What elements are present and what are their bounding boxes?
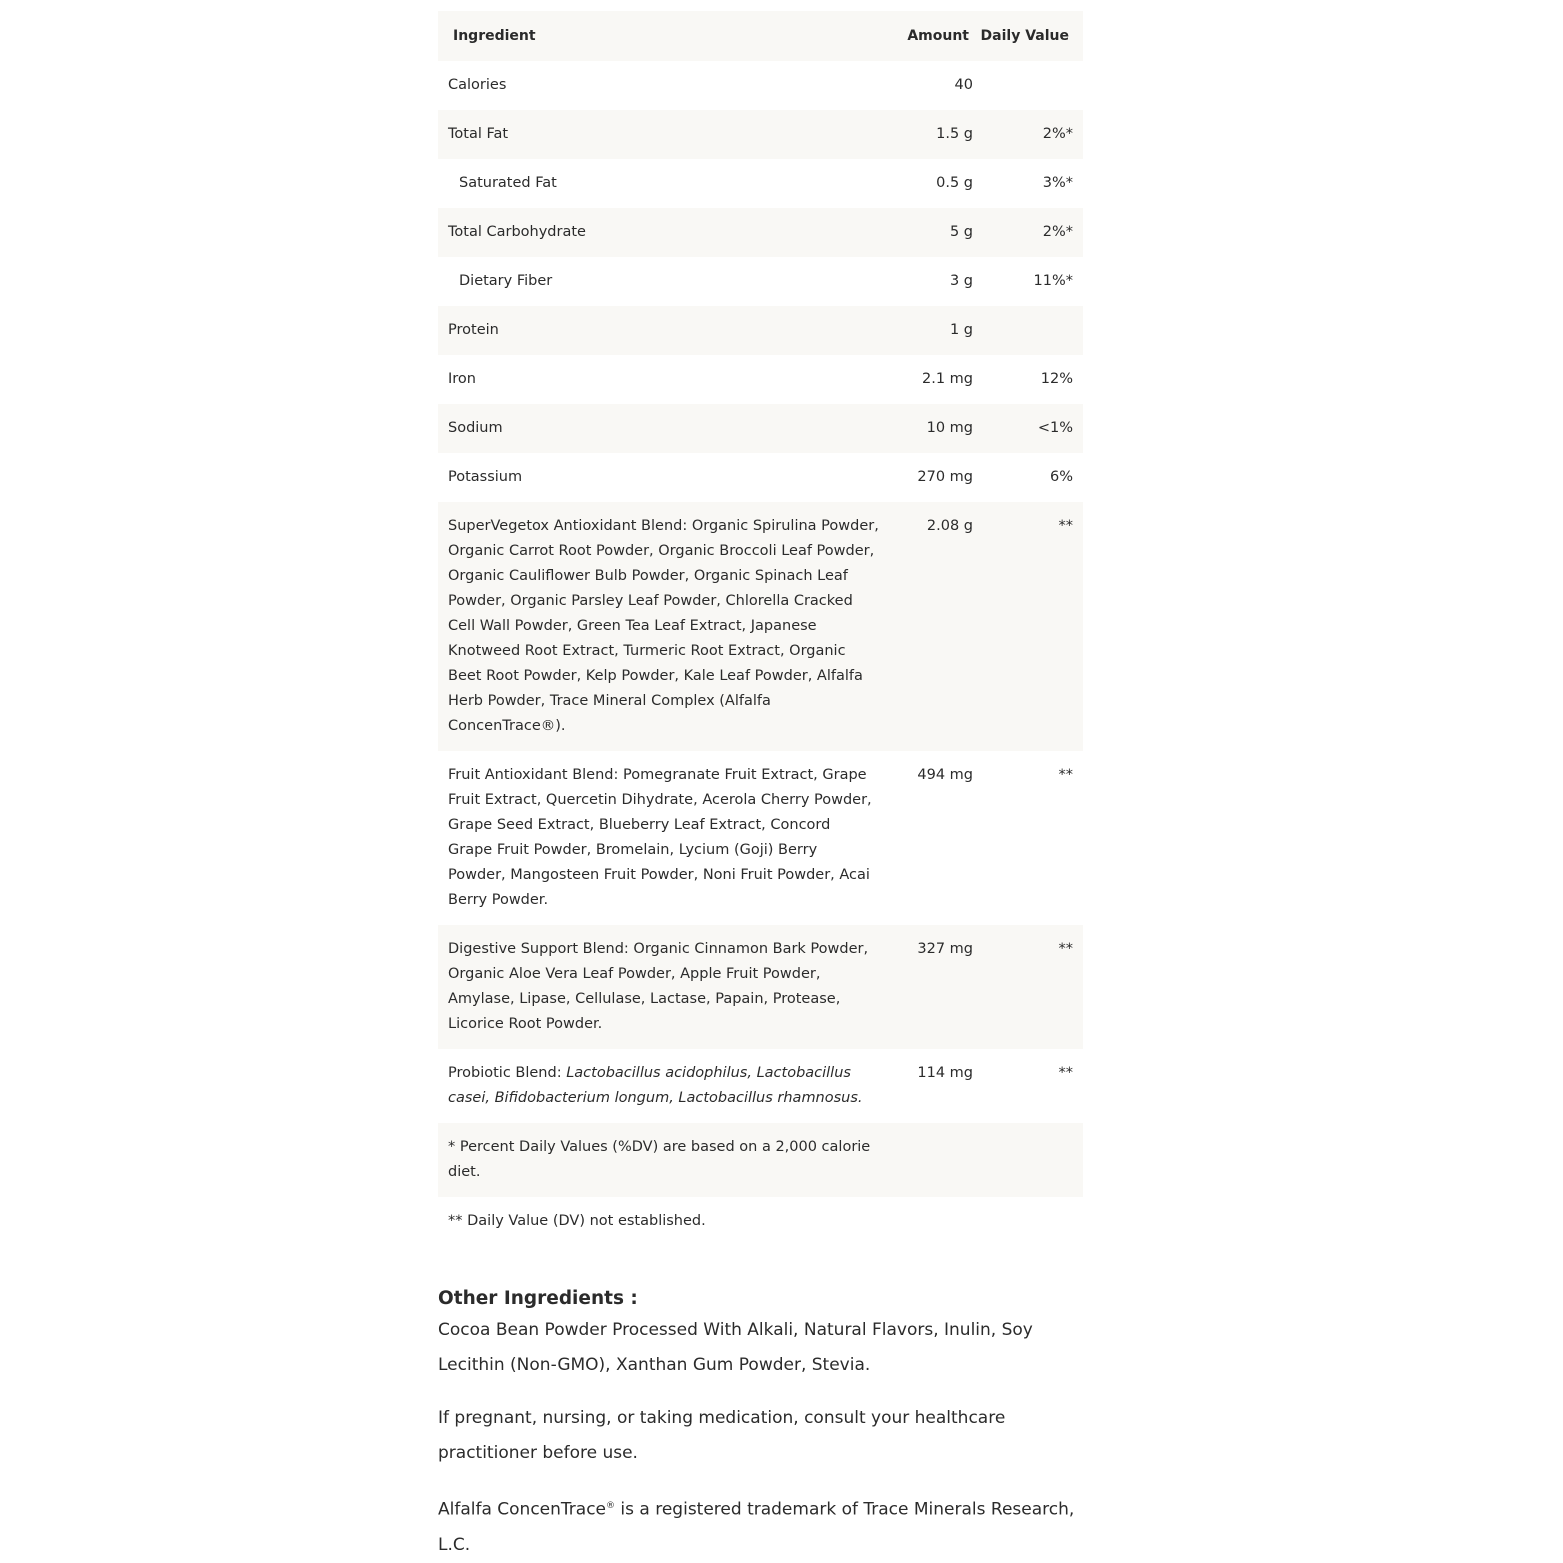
row-name: Iron: [448, 371, 476, 387]
warning-text: If pregnant, nursing, or taking medication, consult your healthcare practitioner before use.: [438, 1408, 1006, 1463]
footnote-percent-dv: * Percent Daily Values (%DV) are based on a 2,000 calorie diet.: [438, 1123, 885, 1197]
row-amount: 3 g: [949, 273, 973, 289]
footnote-row-percent-dv: [438, 1123, 1083, 1197]
row-name: SuperVegetox Antioxidant Blend: Organic Spirulina Powder, Organic Carrot Root Powder, Organic Broccoli Leaf Powder, Organic Cauliflower Bulb Powder, Organic Spinach Leaf Powder, Organic Parsley Leaf Powder, Chlorella Cracked Cell Wall Powder, Green Tea Leaf Extract, Japanese Knotweed Root Extract, Turmeric Root Extract, Organic Beet Root Powder, Kelp Powder, Kale Leaf Powder, Alfalfa Herb Powder, Trace Mineral Complex (Alfalfa ConcenTrace®).: [438, 502, 885, 751]
row-daily-value: **: [1058, 767, 1073, 783]
row-daily-value: 2%*: [973, 110, 1083, 159]
table-row-digestive-support-blend: [438, 925, 1083, 1049]
row-amount: 2.08 g: [885, 502, 973, 751]
row-amount: 494 mg: [917, 767, 973, 783]
row-name-prefix: Probiotic Blend:: [448, 1065, 567, 1081]
table-row-supervegetox-blend: [438, 502, 1083, 751]
trademark-brand: Alfalfa ConcenTrace: [438, 1499, 607, 1520]
other-ingredients-heading: Other Ingredients :: [438, 1288, 638, 1309]
row-name: Dietary Fiber: [459, 273, 553, 289]
table-row-sodium: [438, 404, 1083, 453]
row-daily-value: **: [973, 502, 1083, 751]
row-amount: 10 mg: [885, 404, 973, 453]
footnote-spacer: [973, 1197, 1083, 1246]
row-name: Protein: [438, 306, 885, 355]
table-row-probiotic-blend: [438, 1049, 1083, 1123]
row-amount: 0.5 g: [936, 175, 973, 191]
trademark-text: [438, 1489, 1083, 1563]
table-row-total-carbohydrate: [438, 208, 1083, 257]
table-row-potassium: [438, 453, 1083, 502]
table-row-iron: [438, 355, 1083, 404]
header-ingredient: Ingredient: [438, 11, 885, 61]
table-row-dietary-fiber: [438, 257, 1083, 306]
table-row-total-fat: [438, 110, 1083, 159]
row-name: Calories: [448, 77, 507, 93]
row-name: [438, 1049, 885, 1123]
row-amount: 2.1 mg: [922, 371, 973, 387]
row-amount: 114 mg: [917, 1065, 973, 1081]
row-daily-value: 11%*: [1033, 273, 1073, 289]
footnote-spacer: [885, 1197, 973, 1246]
row-daily-value: [973, 61, 1083, 110]
row-amount: 1.5 g: [885, 110, 973, 159]
row-name: Fruit Antioxidant Blend: Pomegranate Fruit Extract, Grape Fruit Extract, Quercetin Dihydrate, Acerola Cherry Powder, Grape Seed Extract, Blueberry Leaf Extract, Concord Grape Fruit Powder, Bromelain, Lycium (Goji) Berry Powder, Mangosteen Fruit Powder, Noni Fruit Powder, Acai Berry Powder.: [448, 767, 872, 908]
row-amount: 40: [954, 77, 973, 93]
row-amount: 327 mg: [885, 925, 973, 1049]
nutrition-table: [438, 11, 1083, 1246]
table-row-calories: [438, 61, 1083, 110]
row-daily-value: 2%*: [973, 208, 1083, 257]
row-daily-value: [973, 306, 1083, 355]
row-daily-value: 12%: [1040, 371, 1073, 387]
row-name: Digestive Support Blend: Organic Cinnamon Bark Powder, Organic Aloe Vera Leaf Powder, Apple Fruit Powder, Amylase, Lipase, Cellulase, Lactase, Papain, Protease, Licorice Root Powder.: [438, 925, 885, 1049]
row-name: Sodium: [438, 404, 885, 453]
row-amount: 270 mg: [917, 469, 973, 485]
row-name: Total Fat: [438, 110, 885, 159]
footnote-spacer: [973, 1123, 1083, 1197]
row-name: Saturated Fat: [459, 175, 557, 191]
table-header-row: [438, 11, 1083, 61]
row-daily-value: 6%: [1049, 469, 1073, 485]
table-row-saturated-fat: [438, 159, 1083, 208]
header-daily-value: Daily Value: [973, 11, 1083, 61]
row-name-species: Lactobacillus acidophilus, Lactobacillus casei, Bifidobacterium longum, Lactobacillus rhamnosus.: [448, 1065, 863, 1106]
footnote-row-dv-not-established: [438, 1197, 1083, 1246]
header-amount: Amount: [885, 11, 973, 61]
supplement-facts-section: [438, 11, 1083, 1563]
row-amount: 5 g: [885, 208, 973, 257]
row-daily-value: **: [973, 925, 1083, 1049]
row-name: Potassium: [448, 469, 523, 485]
footnote-spacer: [885, 1123, 973, 1197]
trademark-rest: is a registered trademark of Trace Minerals Research, L.C.: [438, 1499, 1075, 1555]
footnote-dv-not-established: ** Daily Value (DV) not established.: [448, 1213, 706, 1229]
table-row-fruit-antioxidant-blend: [438, 751, 1083, 925]
row-daily-value: 3%*: [1042, 175, 1073, 191]
row-daily-value: **: [1058, 1065, 1073, 1081]
row-name: Total Carbohydrate: [438, 208, 885, 257]
table-row-protein: [438, 306, 1083, 355]
registered-mark: ®: [606, 1501, 616, 1511]
row-daily-value: <1%: [973, 404, 1083, 453]
other-ingredients-text: Cocoa Bean Powder Processed With Alkali, Natural Flavors, Inulin, Soy Lecithin (Non-GMO), Xanthan Gum Powder, Stevia.: [438, 1320, 1033, 1375]
row-amount: 1 g: [885, 306, 973, 355]
